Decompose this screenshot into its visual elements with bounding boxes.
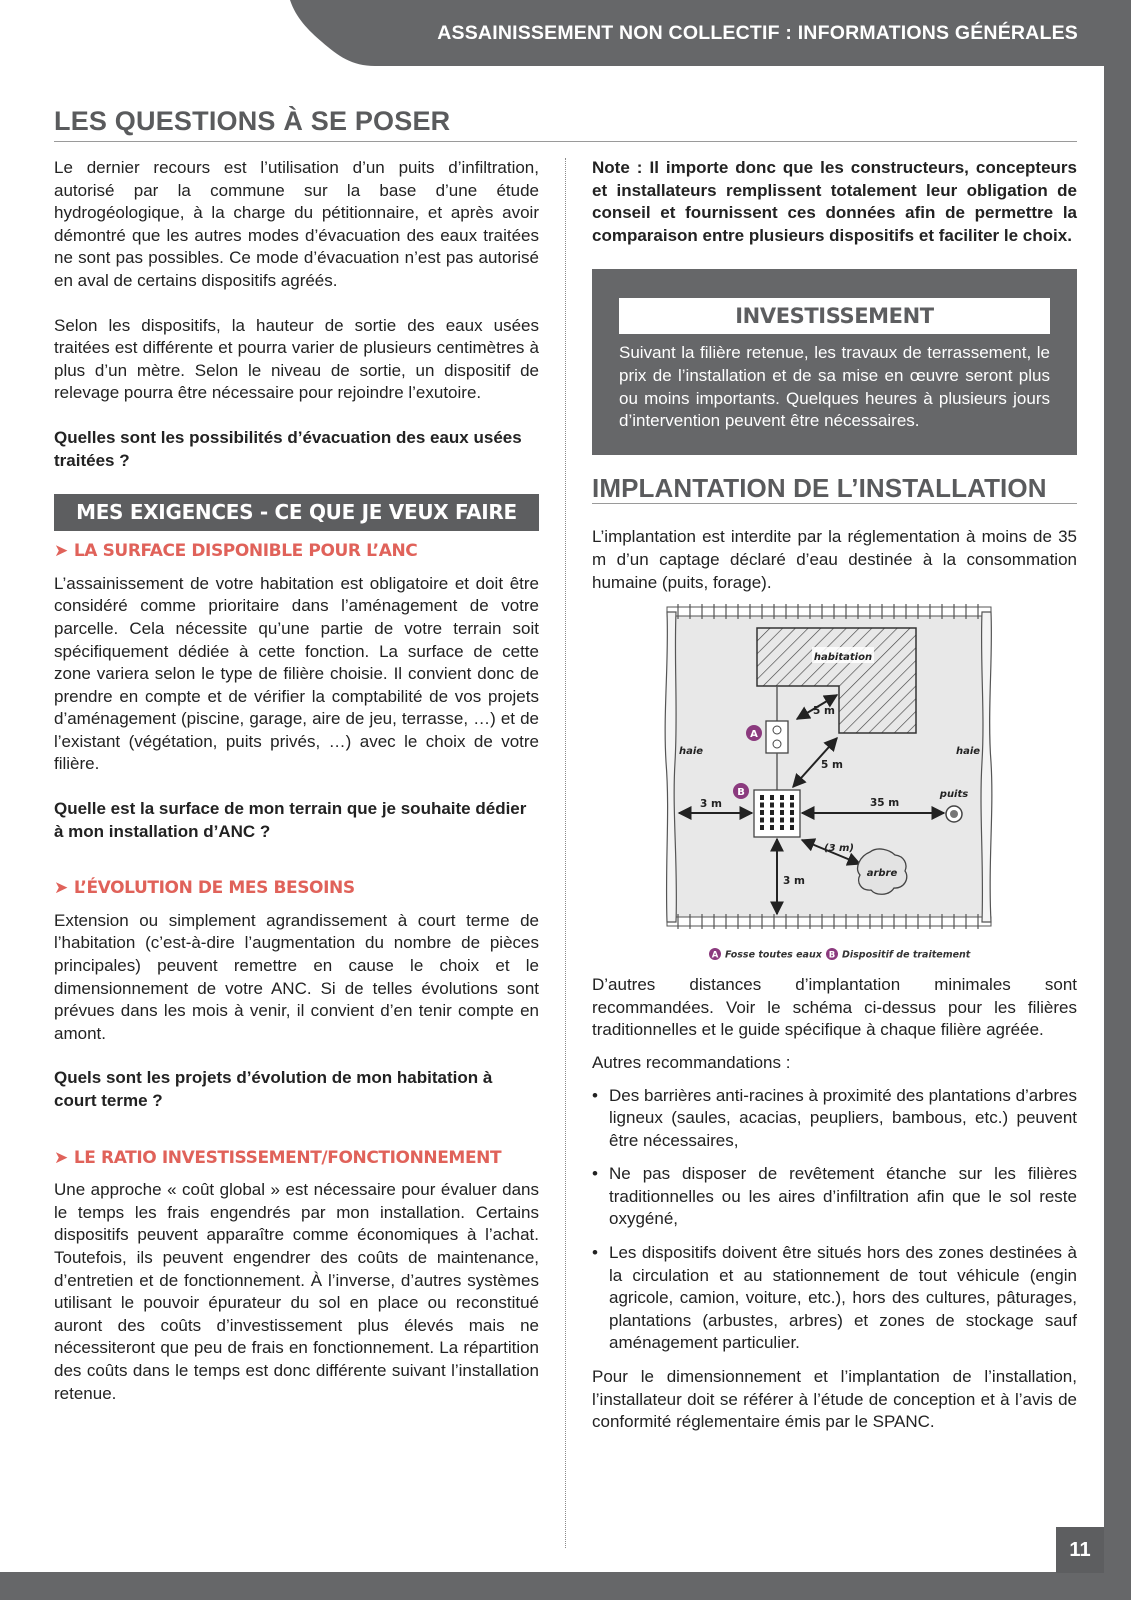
list-item: • Les dispositifs doivent être situés hors des zones destinées à la circulation et au stationnement de tout véhicule (engin agricole, camion, voiture, etc.), hors des cultures, pâturages, plantations (arbustes, arbres) et zones de stockage sauf aménagement particulier. — [592, 1242, 1077, 1355]
habitation-label: habitation — [813, 652, 873, 664]
arbre-label: arbre — [866, 868, 898, 880]
question-evolution: Quels sont les projets d’évolution de mon habitation à court terme ? — [54, 1068, 493, 1110]
page-number: 11 — [1056, 1527, 1104, 1573]
left-paragraph-1: Le dernier recours est l’utilisation d’un puits d’infiltration, autorisé par la commune sur la base d’une étude hydrogéologique, à la charge du pétitionnaire, et après avoir démontré que les autres modes d’évacuation des eaux traitées ne sont pas possibles. Ce mode d’évacuation n’est pas autorisé en aval de certains dispositifs agréés. — [54, 158, 539, 290]
left-paragraph-2: Selon les dispositifs, la hauteur de sortie des eaux usées traitées est différente et pourra varier de plusieurs centimètres à plus d’un mètre. Selon le niveau de sortie, un dispositif de relevage pourra être nécessaire pour rejoindre l’exutoire. — [54, 315, 539, 403]
subheading-surface — [54, 540, 539, 563]
subheading-ratio-label: LE RATIO INVESTISSEMENT/FONCTIONNEMENT — [73, 1147, 502, 1168]
subheading-surface-label: LA SURFACE DISPONIBLE POUR L’ANC — [73, 541, 418, 562]
column-divider — [565, 158, 566, 1548]
left-column — [54, 157, 539, 1405]
question-surface: Quelle est la surface de mon terrain que je souhaite dédier à mon installation d’ANC ? — [54, 799, 527, 841]
label-arbre-distance: (3 m) — [824, 843, 854, 855]
label-3m-bottom: 3 m — [783, 875, 805, 888]
question-evacuation: Quelles sont les possibilités d’évacuation des eaux usées traitées ? — [54, 427, 522, 470]
label-5m-diag: 5 m — [821, 759, 843, 772]
implantation-paragraph-1: L’implantation est interdite par la réglementation à moins de 35 m d’un captage déclaré d’eau destinée à la consommation humaine (puits, forage). — [592, 527, 1077, 592]
legend-a-letter: A — [711, 950, 719, 961]
puits-label: puits — [939, 789, 969, 801]
title-rule — [54, 141, 1077, 142]
surface-paragraph: L’assainissement de votre habitation est obligatoire et doit être considéré comme prioritaire dans l’aménagement de votre parcelle. Cela nécessite qu’une partie de votre terrain soit spécifiquement dédiée à cette fonction. La surface de cette zone variera selon le type de filière choisie. Il convient donc de prendre en compte et de vérifier la comptabilité de vos projets d’aménagement (piscine, garage, aire de jeu, terrasse, …) et de l’existant (végétation, puits privés, …) avec le choix de votre filière. — [54, 573, 539, 774]
hedge-left — [665, 612, 676, 922]
label-3m-left: 3 m — [700, 798, 722, 811]
implantation-title: IMPLANTATION DE L’INSTALLATION — [592, 477, 1077, 505]
note-paragraph: Note : Il importe donc que les constructeurs, concepteurs et installateurs remplissent totalement leur obligation de conseil et fournissent ces données afin de permettre la comparaison entre plusieurs dispositifs et faciliter le choix. — [592, 158, 1077, 245]
legend-a-label: Fosse toutes eaux — [725, 949, 822, 961]
right-column — [592, 157, 1077, 1434]
ratio-paragraph: Une approche « coût global » est nécessaire pour évaluer dans le temps les frais engendrés par mon installation. Certains dispositifs peuvent apparaître comme économiques à l’achat. Toutefois, ils peuvent engendrer des coûts de maintenance, d’entretien et de fonctionnement. À l’inverse, d’autres systèmes utilisant le pouvoir épurateur du sol en place ou reconstitué auront des coûts d’investissement plus élevés mais ne nécessiteront que peu de frais en fonctionnement. La répartition des coûts dans le temps est donc différente suivant l’installation retenue. — [54, 1180, 539, 1403]
legend-b-label: Dispositif de traitement — [842, 949, 971, 961]
haie-left-label: haie — [678, 746, 704, 758]
header-title: ASSAINISSEMENT NON COLLECTIF : INFORMATIONS GÉNÉRALES — [437, 22, 1078, 44]
chevron-right-icon: ➤ — [54, 541, 68, 562]
chevron-right-icon: ➤ — [54, 878, 68, 899]
evolution-paragraph: Extension ou simplement agrandissement à court terme de l’habitation (c’est-à-dire l’augmentation du nombre de pièces principales) peuvent remettre en cause le choix et le dimensionnement de votre ANC. Si de telles évolutions sont prévues dans les mois à venir, il convient d’en tenir compte en amont. — [54, 910, 539, 1043]
list-item: • Ne pas disposer de revêtement étanche sur les filières traditionnelles ou les aires d’infiltration afin que le sol reste oxygéné, — [592, 1163, 1077, 1231]
chevron-right-icon: ➤ — [54, 1147, 68, 1168]
recommandations-list — [592, 1085, 1077, 1356]
subheading-evolution-label: L’ÉVOLUTION DE MES BESOINS — [73, 878, 355, 899]
exigences-heading: MES EXIGENCES - CE QUE JE VEUX FAIRE — [54, 494, 539, 531]
subheading-ratio — [54, 1147, 539, 1170]
label-35m: 35 m — [870, 797, 900, 810]
investissement-title: INVESTISSEMENT — [619, 298, 1050, 334]
hedge-right — [981, 612, 992, 922]
marker-a-label: A — [750, 729, 758, 741]
page-title: LES QUESTIONS À SE POSER — [54, 106, 451, 136]
investissement-box — [592, 269, 1077, 454]
list-item: • Des barrières anti-racines à proximité des plantations d’arbres ligneux (saules, acacias, peupliers, bambous, etc.) peuvent être nécessaires, — [592, 1085, 1077, 1153]
investissement-text: Suivant la filière retenue, les travaux de terrassement, le prix de l’installation et de sa mise en œuvre seront plus ou moins importants. Quelques heures à plusieurs jours d’intervention peuvent être nécessaires. — [619, 343, 1050, 431]
marker-b-label: B — [737, 787, 745, 799]
subheading-evolution — [54, 877, 539, 900]
right-edge-bar — [1104, 0, 1131, 1600]
haie-right-label: haie — [955, 746, 981, 758]
implantation-paragraph-final: Pour le dimensionnement et l’implantation de l’installation, l’installateur doit se référer à l’étude de conception et à l’avis de conformité réglementaire émis par le SPANC. — [592, 1367, 1077, 1432]
recommandations-intro: Autres recommandations : — [592, 1052, 791, 1072]
implantation-diagram — [592, 602, 1077, 970]
label-5m-top: 5 m — [813, 705, 835, 718]
bottom-edge-bar — [0, 1572, 1131, 1600]
implantation-paragraph-2: D’autres distances d’implantation minimales sont recommandées. Voir le schéma ci-dessus pour les filières traditionnelles et le guide spécifique à chaque filière agréée. — [592, 975, 1077, 1040]
legend-b-letter: B — [828, 950, 836, 961]
